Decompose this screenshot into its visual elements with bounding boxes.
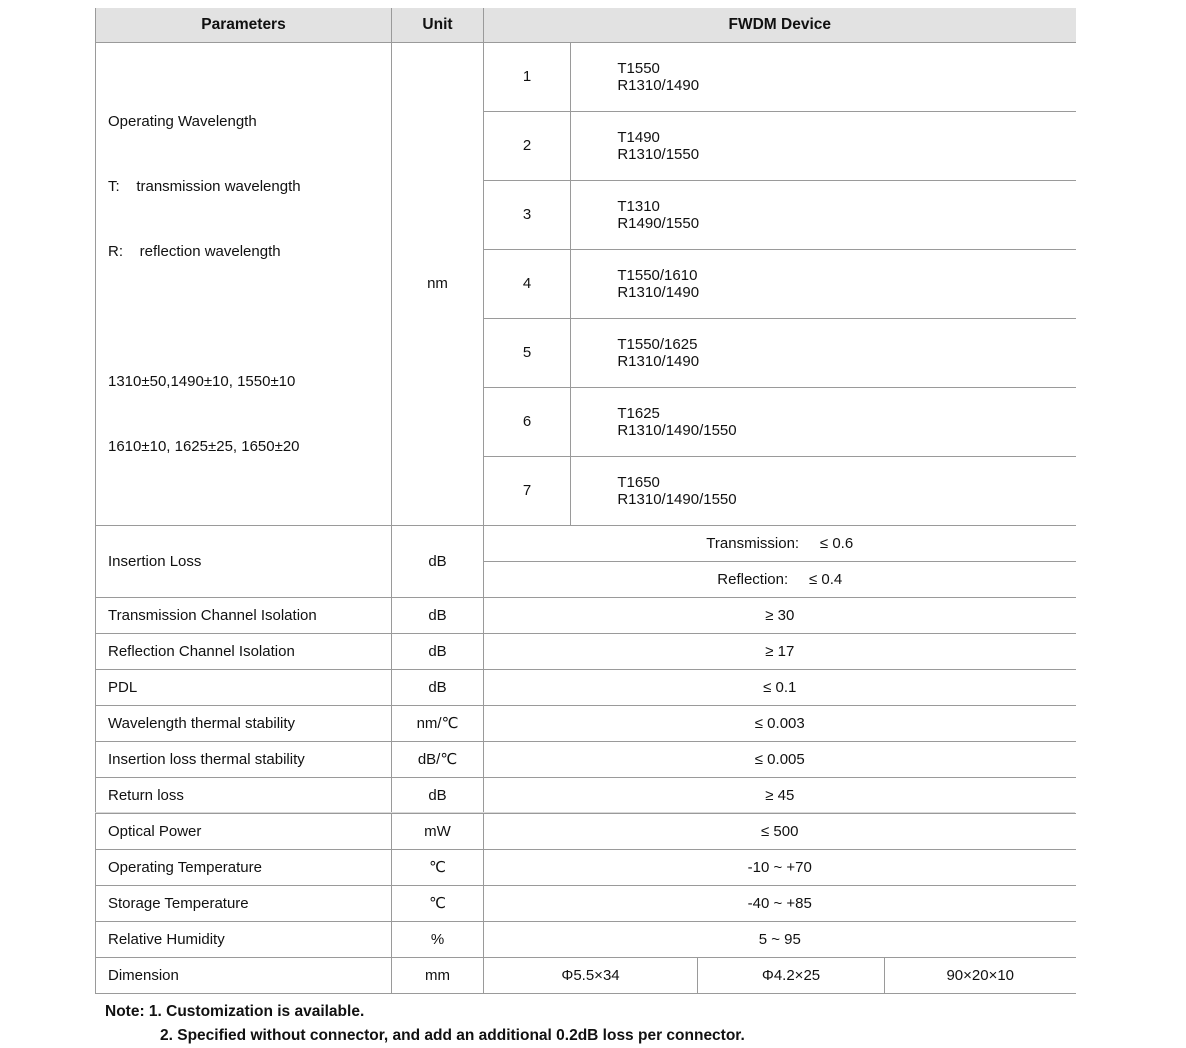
transmission-value: T1625 bbox=[617, 404, 660, 422]
spec-label: Storage Temperature bbox=[96, 885, 392, 921]
page-bottom-rule bbox=[95, 812, 1075, 813]
spec-row-optical-power bbox=[96, 813, 1076, 849]
transmission-value: T1550 bbox=[617, 59, 660, 77]
spec-unit: mW bbox=[392, 813, 484, 849]
reflection-value: R1310/1490/1550 bbox=[617, 421, 737, 439]
spec-unit: ℃ bbox=[392, 849, 484, 885]
spec-unit: dB bbox=[392, 669, 484, 705]
option-number: 3 bbox=[484, 180, 571, 249]
option-wavelengths bbox=[571, 456, 1076, 525]
transmission-value: T1650 bbox=[617, 473, 660, 491]
reflection-wavelength-legend: R: reflection wavelength bbox=[108, 242, 281, 260]
option-number: 7 bbox=[484, 456, 571, 525]
spec-unit: dB bbox=[392, 633, 484, 669]
spec-row-storage-temperature bbox=[96, 885, 1076, 921]
option-wavelengths bbox=[571, 180, 1076, 249]
reflection-value: R1310/1490 bbox=[617, 352, 700, 370]
option-wavelengths bbox=[571, 111, 1076, 180]
operating-wavelength-cell bbox=[96, 42, 392, 525]
reflection-value: R1310/1490 bbox=[617, 283, 700, 301]
spec-unit: nm/℃ bbox=[392, 705, 484, 741]
spec-label: Reflection Channel Isolation bbox=[96, 633, 392, 669]
spec-unit: dB bbox=[392, 597, 484, 633]
spec-label: Optical Power bbox=[96, 813, 392, 849]
spec-value: -40 ~ +85 bbox=[484, 885, 1076, 921]
spec-row-wavelength-thermal-stability bbox=[96, 705, 1076, 741]
insertion-loss-label: Insertion Loss bbox=[96, 525, 392, 597]
option-number: 5 bbox=[484, 318, 571, 387]
spec-value: ≤ 500 bbox=[484, 813, 1076, 849]
dimension-value-tube-small: Φ4.2×25 bbox=[698, 957, 885, 993]
note-block bbox=[105, 1000, 1186, 1048]
reflection-value: R1310/1490 bbox=[617, 76, 700, 94]
spec-value: ≥ 17 bbox=[484, 633, 1076, 669]
reflection-value: R1490/1550 bbox=[617, 214, 700, 232]
transmission-value: T1550/1610 bbox=[617, 266, 698, 284]
option-wavelengths bbox=[571, 318, 1076, 387]
dimension-value-tube-large: Φ5.5×34 bbox=[484, 957, 698, 993]
spec-value: ≤ 0.1 bbox=[484, 669, 1076, 705]
table-header-row bbox=[96, 8, 1076, 42]
spec-value: ≤ 0.005 bbox=[484, 741, 1076, 777]
reflection-value: R1310/1550 bbox=[617, 145, 700, 163]
transmission-value: T1310 bbox=[617, 197, 660, 215]
reflection-value: R1310/1490/1550 bbox=[617, 490, 737, 508]
column-header-parameters: Parameters bbox=[96, 8, 392, 42]
option-wavelengths bbox=[571, 42, 1076, 111]
option-number: 4 bbox=[484, 249, 571, 318]
note-line-1: Note: 1. Customization is available. bbox=[105, 1002, 365, 1020]
spec-label: Insertion loss thermal stability bbox=[96, 741, 392, 777]
spec-label: Return loss bbox=[96, 777, 392, 813]
spec-unit: ℃ bbox=[392, 885, 484, 921]
option-number: 1 bbox=[484, 42, 571, 111]
column-header-unit: Unit bbox=[392, 8, 484, 42]
dimension-unit: mm bbox=[392, 957, 484, 993]
spec-row-reflection-channel-isolation bbox=[96, 633, 1076, 669]
fwdm-spec-table bbox=[95, 8, 1076, 994]
option-number: 6 bbox=[484, 387, 571, 456]
spec-unit: % bbox=[392, 921, 484, 957]
dimension-label: Dimension bbox=[96, 957, 392, 993]
spec-unit: dB bbox=[392, 777, 484, 813]
operating-wavelength-title: Operating Wavelength bbox=[108, 112, 257, 130]
insertion-loss-unit: dB bbox=[392, 525, 484, 597]
spec-row-pdl bbox=[96, 669, 1076, 705]
transmission-value: T1490 bbox=[617, 128, 660, 146]
option-wavelengths bbox=[571, 249, 1076, 318]
spec-row-relative-humidity bbox=[96, 921, 1076, 957]
spec-row-return-loss bbox=[96, 777, 1076, 813]
transmission-value: T1550/1625 bbox=[617, 335, 698, 353]
spec-label: Transmission Channel Isolation bbox=[96, 597, 392, 633]
option-number: 2 bbox=[484, 111, 571, 180]
option-wavelengths bbox=[571, 387, 1076, 456]
spec-row-dimension bbox=[96, 957, 1076, 993]
insertion-loss-transmission-value: Transmission: ≤ 0.6 bbox=[484, 525, 1076, 561]
spec-value: ≤ 0.003 bbox=[484, 705, 1076, 741]
spec-value: 5 ~ 95 bbox=[484, 921, 1076, 957]
spec-unit: dB/℃ bbox=[392, 741, 484, 777]
spec-label: Wavelength thermal stability bbox=[96, 705, 392, 741]
column-header-fwdm-device: FWDM Device bbox=[484, 8, 1076, 42]
spec-label: PDL bbox=[96, 669, 392, 705]
wavelength-ranges-line2: 1610±10, 1625±25, 1650±20 bbox=[108, 437, 300, 455]
spec-row-operating-temperature bbox=[96, 849, 1076, 885]
spec-label: Relative Humidity bbox=[96, 921, 392, 957]
spec-row-insertion-loss-thermal-stability bbox=[96, 741, 1076, 777]
spec-value: -10 ~ +70 bbox=[484, 849, 1076, 885]
note-line-2: 2. Specified without connector, and add an additional 0.2dB loss per connector. bbox=[160, 1026, 745, 1044]
unit-cell-wavelength: nm bbox=[392, 42, 484, 525]
wavelength-ranges-line1: 1310±50,1490±10, 1550±10 bbox=[108, 372, 296, 390]
insertion-loss-transmission-row bbox=[96, 525, 1076, 561]
spec-row-transmission-channel-isolation bbox=[96, 597, 1076, 633]
spec-label: Operating Temperature bbox=[96, 849, 392, 885]
spacer bbox=[108, 301, 391, 332]
dimension-value-box: 90×20×10 bbox=[885, 957, 1076, 993]
insertion-loss-reflection-value: Reflection: ≤ 0.4 bbox=[484, 561, 1076, 597]
transmission-wavelength-legend: T: transmission wavelength bbox=[108, 177, 301, 195]
spec-value: ≥ 45 bbox=[484, 777, 1076, 813]
spec-value: ≥ 30 bbox=[484, 597, 1076, 633]
fwdm-option-row-1 bbox=[96, 42, 1076, 111]
